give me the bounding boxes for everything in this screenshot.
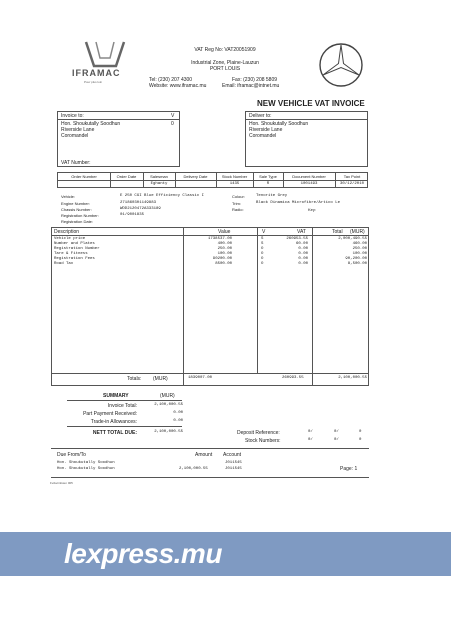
stock-value-2: 0/ [334, 438, 339, 442]
watermark-banner [0, 532, 451, 576]
watermark-text: lexpress.mu [64, 538, 222, 569]
due-amount-2: 2,100,000.55 [179, 467, 208, 471]
amount-label: Amount [195, 452, 213, 458]
summary-section [57, 390, 369, 446]
invoice-v-label: V [171, 113, 175, 119]
stock-number-header: Stock Number [221, 174, 248, 179]
salesman-value: Eghanty [150, 182, 168, 186]
registration-value: 01/9001835 [120, 213, 145, 217]
line-description: Road Tax [54, 262, 74, 266]
stock-numbers-label: Stock Numbers: [245, 438, 281, 444]
vat-reg-number: VAT Reg No: VAT20051909 [194, 47, 256, 53]
totals-vat: 260993.55 [282, 376, 304, 380]
vat-number-label: VAT Number: [61, 160, 91, 166]
invoice-to-street: Riverside Lane [61, 127, 95, 133]
line-vat: 60.00 [295, 242, 308, 246]
document-number-header: Document Number [292, 174, 326, 179]
account-label: Account [223, 452, 242, 458]
email: Email: iframac@intnet.mu [222, 83, 280, 89]
v-header: V [262, 229, 266, 235]
iframac-logo [70, 36, 140, 96]
due-name-2: Hon. Shoukutally Soodhun [57, 467, 115, 471]
line-vat-code: S [261, 242, 264, 246]
address-line-2: PORT LOUIS [209, 66, 241, 72]
due-account-2: J011545 [225, 467, 242, 471]
line-value: 90200.00 [212, 257, 232, 261]
brand-tagline: Pour plus loin [84, 80, 103, 84]
invoice-to-name: Hon. Shoukutally Soodhun [61, 121, 121, 127]
due-from-label: Due From/To [57, 452, 86, 458]
radio-label: Radio: [232, 207, 244, 212]
line-total: 2,000,490.55 [338, 237, 367, 241]
vat-header: VAT [297, 229, 306, 235]
line-description: Registration Fees [54, 257, 95, 261]
deliver-to-street: Riverside Lane [249, 127, 283, 133]
nett-total-label: NETT TOTAL DUE: [92, 430, 137, 436]
line-vat: 0.00 [298, 252, 308, 256]
summary-currency: (MUR) [160, 393, 175, 399]
line-vat: 0.00 [298, 262, 308, 266]
chassis-label: Chassis Number: [61, 207, 92, 212]
stock-number-value: 1435 [229, 182, 240, 186]
line-vat: 260953.55 [286, 237, 308, 241]
invoice-v-value: 0 [171, 121, 174, 127]
totals-value: 1839007.00 [188, 376, 213, 380]
colour-label: Colour: [232, 194, 245, 199]
mercedes-star-logo [318, 42, 364, 93]
deposit-value-1: 0/ [308, 430, 313, 434]
chassis-value: WDD2120472A333189 [120, 207, 161, 211]
website: Website: www.iframac.mu [149, 83, 207, 89]
line-vat-code: O [261, 247, 264, 251]
invoice-to-label: Invoice to: [61, 113, 84, 119]
currency-header: (MUR) [350, 229, 365, 235]
value-header: Value [218, 229, 231, 235]
registration-date-label: Registration Date: [61, 219, 94, 224]
invoice-to-box [57, 111, 180, 167]
line-value: 400.00 [217, 242, 232, 246]
line-value: 100.00 [217, 252, 232, 256]
line-description: Tare & Fitness [54, 252, 88, 256]
due-account-1: J011545 [225, 461, 242, 465]
trade-in-value: 0.00 [173, 419, 183, 423]
line-vat-code: O [261, 252, 264, 256]
line-value: 1738537.00 [207, 237, 232, 241]
line-total: 8,500.00 [347, 262, 367, 266]
due-name-1: Hon. Shoukutally Soodhun [57, 461, 115, 465]
order-date-header: Order Date [116, 174, 137, 179]
line-vat-code: O [261, 262, 264, 266]
line-items-table [51, 227, 369, 386]
table-row [52, 262, 368, 267]
invoice-to-town: Coromandel [61, 133, 89, 139]
line-vat: 0.00 [298, 257, 308, 261]
document-number-value: 1001493 [300, 182, 318, 186]
invoice-total-label: Invoice Total: [107, 403, 137, 409]
deliver-to-town: Coromandel [249, 133, 277, 139]
vehicle-value: E 250 CGI Blue Efficiency Classic I [120, 194, 205, 198]
deliver-to-label: Deliver to: [249, 113, 272, 119]
line-vat-code: S [261, 237, 264, 241]
trim-label: Trim: [232, 201, 241, 206]
address-line-1: Industrial Zone, Plaine-Lauzun [191, 60, 259, 66]
line-value: 8500.00 [215, 262, 232, 266]
part-payment-label: Part Payment Received: [83, 411, 137, 417]
line-description: Number and Plates [54, 242, 95, 246]
totals-label: Totals: [127, 376, 142, 382]
deliver-to-name: Hon. Shoukutally Soodhun [249, 121, 309, 127]
tax-point-header: Tax Point [343, 174, 361, 179]
part-payment-value: 0.00 [173, 411, 183, 415]
engine-label: Engine Number: [61, 201, 90, 206]
tax-point-value: 30/12/2010 [339, 182, 364, 186]
key-label: Key: [308, 207, 317, 212]
line-total: 100.00 [352, 252, 367, 256]
colour-value: Tenorite Grey [256, 194, 288, 198]
line-description: Vehicle price [54, 237, 86, 241]
sale-type-value: R [266, 182, 270, 186]
deliver-to-box [245, 111, 368, 167]
trade-in-label: Trade-in Allowances: [90, 419, 137, 425]
order-info-table [57, 172, 368, 188]
sale-type-header: Sale Type [259, 174, 277, 179]
deposit-value-2: 0/ [334, 430, 339, 434]
stock-value-3: 0 [359, 438, 362, 442]
trim-value: Black Dinamica Microfibre/Artico Le [256, 201, 341, 205]
engine-value: 271860301149883 [120, 201, 157, 205]
summary-title: SUMMARY [103, 393, 129, 399]
totals-total: 2,100,000.55 [338, 376, 367, 380]
line-vat: 0.00 [298, 247, 308, 251]
fax: Fax: (230) 208 5809 [232, 77, 278, 83]
deposit-reference-label: Deposit Reference: [237, 430, 280, 436]
footer-code: Fvdocinfoien 005 [50, 481, 73, 485]
invoice-total-value: 2,100,000.55 [154, 403, 183, 407]
line-total: 250.00 [352, 247, 367, 251]
order-number-header: Order Number [71, 174, 97, 179]
delivery-date-header: Delivery Date [183, 174, 208, 179]
line-description: Registration Number [54, 247, 100, 251]
totals-currency: (MUR) [153, 376, 168, 382]
telephone: Tel: (230) 207 4300 [149, 77, 193, 83]
description-header: Description [54, 229, 80, 235]
registration-label: Registration Number: [61, 213, 99, 218]
salesman-header: Salesman [150, 174, 168, 179]
line-total: 90,200.00 [345, 257, 367, 261]
total-header: Total [332, 229, 343, 235]
stock-value-1: 0/ [308, 438, 313, 442]
line-total: 460.00 [352, 242, 367, 246]
line-value: 250.00 [217, 247, 232, 251]
vehicle-label: Vehicle: [61, 194, 76, 199]
nett-total-value: 2,100,000.55 [154, 430, 183, 434]
page-number: Page: 1 [340, 466, 358, 472]
brand-name: IFRAMAC [72, 68, 121, 78]
document-title: NEW VEHICLE VAT INVOICE [257, 99, 365, 108]
deposit-value-3: 0 [359, 430, 362, 434]
line-vat-code: O [261, 257, 264, 261]
